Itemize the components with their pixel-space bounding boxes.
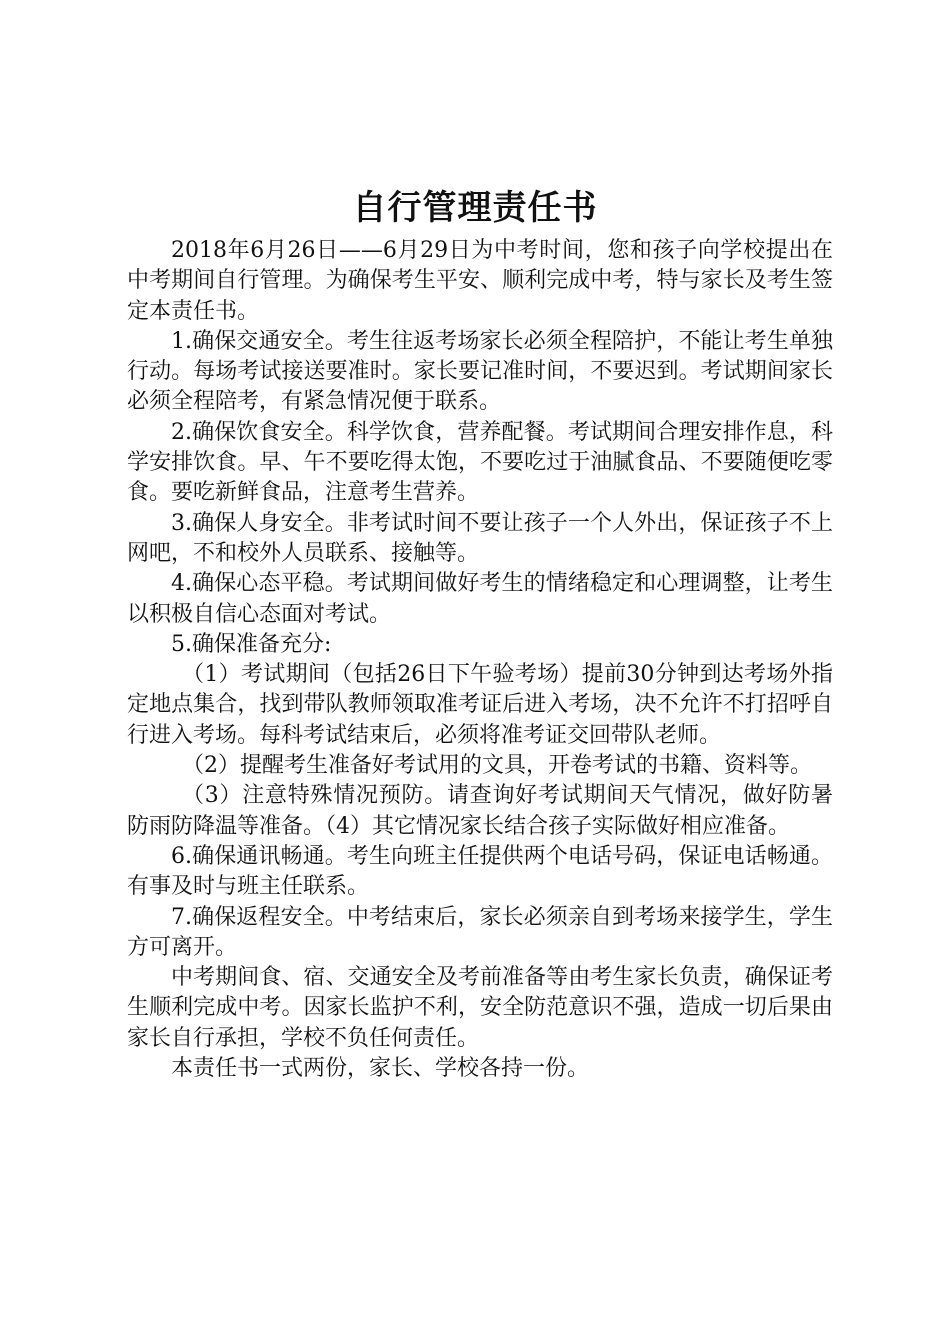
item-traffic-safety: 1.确保交通安全。考生往返考场家长必须全程陪护，不能让考生单独行动。每场考试接送要准时。家长要记准时间，不要迟到。考试期间家长必须全程陪考，有紧急情况便于联系。 — [127, 328, 833, 415]
item-return-safety: 7.确保返程安全。中考结束后，家长必须亲自到考场来接学生，学生方可离开。 — [127, 904, 833, 960]
item-preparation: 5.确保准备充分: — [171, 631, 332, 657]
sub-item-special-cases: （3）注意特殊情况预防。请查询好考试期间天气情况，做好防暑防雨防降温等准备。（4）其它情况家长结合孩子实际做好相应准备。 — [127, 783, 833, 839]
responsibility-paragraph: 中考期间食、宿、交通安全及考前准备等由考生家长负责，确保证考生顺利完成中考。因家长监护不利，安全防范意识不强，造成一切后果由家长自行承担，学校不负任何责任。 — [127, 965, 833, 1051]
sub-item-stationery: （2）提醒考生准备好考试用的文具，开卷考试的书籍、资料等。 — [182, 753, 812, 779]
document-title: 自行管理责任书 — [352, 188, 598, 228]
sub-item-exam-gathering: （1）考试期间（包括26日下午验考场）提前30分钟到达考场外指定地点集合，找到带队教师领取准考证后进入考场，决不允许不打招呼自行进入考场。每科考试结束后，必须将准考证交回带队老师。 — [127, 662, 833, 748]
copies-paragraph: 本责任书一式两份，家长、学校各持一份。 — [171, 1056, 590, 1082]
document-body — [127, 236, 833, 1084]
item-communication: 6.确保通讯畅通。考生向班主任提供两个电话号码，保证电话畅通。有事及时与班主任联系。 — [127, 843, 833, 900]
item-personal-safety: 3.确保人身安全。非考试时间不要让孩子一个人外出，保证孩子不上网吧，不和校外人员联系、接触等。 — [127, 510, 833, 566]
intro-paragraph: 2018年6月26日——6月29日为中考时间，您和孩子向学校提出在中考期间自行管理。为确保考生平安、顺利完成中考，特与家长及考生签定本责任书。 — [127, 238, 833, 324]
item-food-safety: 2.确保饮食安全。科学饮食，营养配餐。考试期间合理安排作息，科学安排饮食。早、午不要吃得太饱，不要吃过于油腻食品、不要随便吃零食。要吃新鲜食品，注意考生营养。 — [127, 419, 833, 506]
item-mental-state: 4.确保心态平稳。考试期间做好考生的情绪稳定和心理调整，让考生以积极自信心态面对考试。 — [127, 571, 833, 627]
